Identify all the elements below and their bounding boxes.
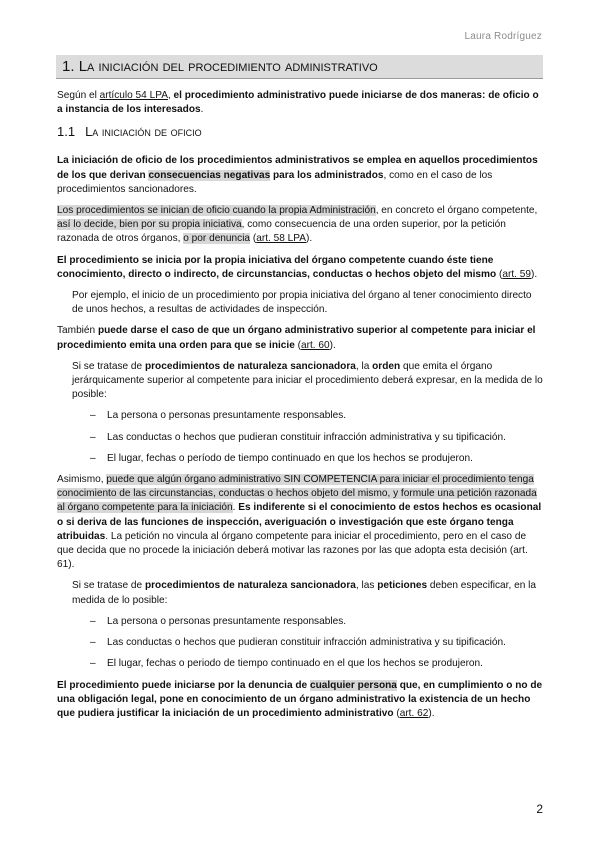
bold-text: procedimientos de naturaleza sancionadora [144,580,356,592]
list-peticiones-requisitos [57,615,544,672]
bold-text: La iniciación de oficio de los procedimientos administrativos se emplea en aquellos procedimientos de los que derivan [57,155,538,181]
text: ). [530,268,538,280]
text: ). [305,233,313,245]
text: ). [428,707,435,719]
subsection-heading [57,124,202,139]
paragraph-orden-superior [57,324,544,352]
bold-text: Es indiferente si el conocimiento de estos hechos es ocasional o si deriva de las funciones de inspección, averiguación o investigación que este órgano tenga atribuidas [57,502,542,542]
highlight-text: así lo decide, bien por su propia iniciativa [57,219,242,231]
highlight-text: puede que algún órgano administrativo SIN COMPETENCIA para iniciar el procedimiento tenga conocimiento de las circunstancias, conductas o hechos objeto del mismo, y formule una petición razonada al órgano competente para la iniciación [57,474,537,514]
highlight-text: o por denuncia [183,233,251,245]
dash-bullet: – [90,410,96,422]
link-art-60[interactable]: art. 60 [301,339,330,351]
text: , la [355,360,373,372]
text: ( [393,707,400,719]
header-author: Laura Rodríguez [464,31,542,42]
bold-text: el procedimiento administrativo puede iniciarse de dos maneras: de oficio o a instancia de los interesados [57,90,539,116]
subsection-title: La iniciación de oficio [85,124,202,139]
text: Si se tratase de [72,580,145,592]
list-item-text: Las conductas o hechos que pudieran constituir infracción administrativa y su tipificación. [107,431,506,443]
paragraph-oficio-def [57,154,544,197]
bold-text: que, en cumplimiento o no de una obligación legal, pone en conocimiento de un órgano administrativo la existencia de un hecho que pudiera justificar la iniciación de un procedimiento administrativo [57,679,543,719]
text: . [200,104,204,116]
section-number: 1. [62,58,75,75]
text: ( [250,233,257,245]
text: ). [329,339,336,351]
list-item [57,431,544,445]
list-item [57,636,544,650]
text: deben especificar, en la medida de lo posible: [72,580,536,606]
bold-text: procedimientos de naturaleza sancionadora [144,360,356,372]
list-item [57,657,544,671]
list-item-text: El lugar, fechas o periodo de tiempo continuado en el que los hechos se produjeron. [107,658,483,670]
list-item-text: La persona o personas presuntamente responsables. [107,615,347,627]
text: Si se tratase de [72,360,145,372]
paragraph-denuncia [57,679,544,722]
text: ( [496,268,503,280]
paragraph-propia-iniciativa [57,254,544,282]
paragraph-ejemplo: Por ejemplo, el inicio de un procedimiento por propia iniciativa del órgano al tener conocimiento directo de unos hechos, a resultas de actividades de inspección. [72,290,532,316]
dash-bullet: – [90,615,96,627]
highlight-text: consecuencias negativas [148,169,271,181]
paragraph-intro [57,89,544,117]
dash-bullet: – [90,637,96,649]
text: Según el [57,90,100,101]
bold-text: para los administrados [270,169,384,181]
document-body [57,89,544,728]
link-art-58[interactable]: art. 58 LPA [256,233,306,245]
highlight-text: cualquier persona [309,679,397,691]
dash-bullet: – [90,452,96,464]
list-item-text: El lugar, fechas o período de tiempo continuado en que los hechos se produjeron. [107,452,473,464]
link-art-62[interactable]: art. 62 [399,707,429,719]
link-articulo-54[interactable]: artículo 54 LPA [99,90,168,101]
paragraph-oficio-cuando [57,204,544,247]
list-item-text: La persona o personas presuntamente responsables. [107,410,347,422]
link-art-59[interactable]: art. 59 [502,268,531,280]
bold-text: peticiones [377,580,428,592]
text: que emita el órgano jerárquicamente superior al competente para iniciar el procedimiento deberá expresar, en la medida de lo posible: [72,360,543,401]
dash-bullet: – [90,658,96,670]
list-item-text: Las conductas o hechos que pudieran constituir infracción administrativa y su tipificación. [107,637,506,649]
text: , [167,90,174,101]
text: ( [294,339,301,351]
dash-bullet: – [90,431,96,443]
text: . La petición no vincula al órgano competente para iniciar el procedimiento, pero en el caso de que decida que no procede la iniciación deberá motivar las razones por las que adopta esta decisión (art. 61). [57,530,528,571]
bold-text: orden [372,360,401,372]
list-item [57,409,544,423]
text: , como consecuencia de una orden superior, por la petición razonada de otros órganos, [57,219,506,245]
list-orden-requisitos [57,409,544,466]
bold-text: El procedimiento puede iniciarse por la denuncia de [57,679,310,691]
paragraph-orden-sancionadora [72,360,544,403]
page-number: 2 [536,802,543,816]
text: Asimismo, [57,474,107,486]
text: . [232,502,239,514]
section-title: La iniciación del procedimiento administrativo [78,58,378,75]
bold-text: El procedimiento se inicia por la propia iniciativa del órgano competente cuando éste tiene conocimiento, directo o indirecto, de circunstancias, conductas o hechos objeto del mismo [57,254,497,280]
text: , en concreto el órgano competente, [375,205,538,217]
highlight-text: Los procedimientos se inician de oficio cuando la propia Administración [57,205,376,217]
text: , las [355,580,378,592]
paragraph-peticiones-sancionadora [72,579,544,607]
text: También [57,325,98,337]
bold-text: puede darse el caso de que un órgano administrativo superior al competente para iniciar el procedimiento emita una orden para que se inicie [57,325,536,351]
subsection-number: 1.1 [57,124,76,139]
list-item [57,452,544,466]
paragraph-sin-competencia [57,473,544,572]
section-heading [56,55,543,79]
list-item [57,615,544,629]
text: , como en el caso de los procedimientos sancionadores. [57,169,493,195]
